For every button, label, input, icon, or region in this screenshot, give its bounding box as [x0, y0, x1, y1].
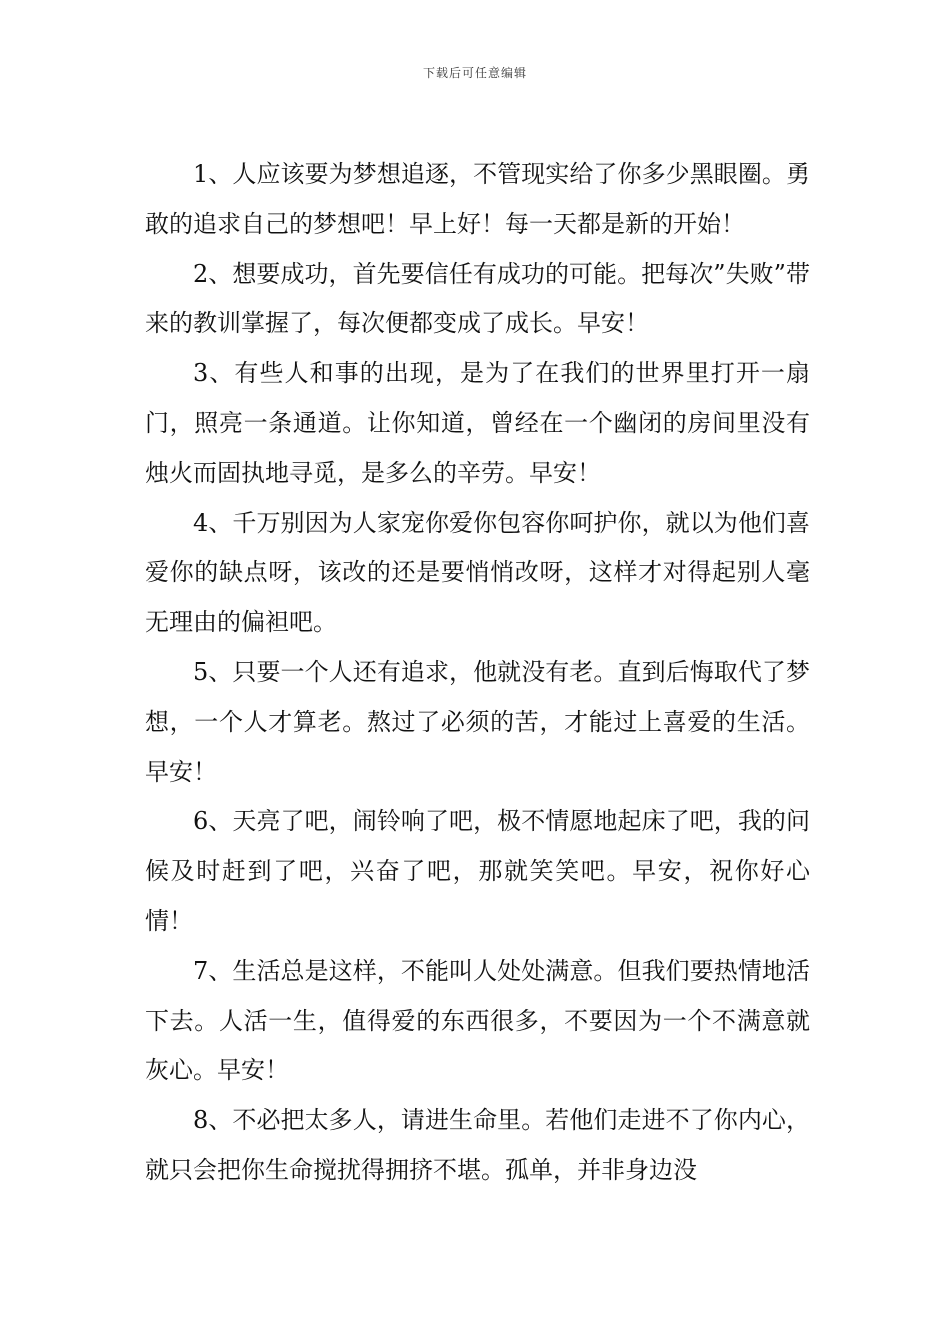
paragraph-3: 3、有些人和事的出现，是为了在我们的世界里打开一扇门，照亮一条通道。让你知道，曾经在一个幽闭的房间里没有烛火而固执地寻觅，是多么的辛劳。早安！: [145, 359, 810, 487]
paragraph-1: 1、人应该要为梦想追逐，不管现实给了你多少黑眼圈。勇敢的追求自己的梦想吧！早上好！每一天都是新的开始！: [145, 160, 810, 238]
document-body: [145, 150, 810, 1196]
paragraph-4: 4、千万别因为人家宠你爱你包容你呵护你，就以为他们喜爱你的缺点呀，该改的还是要悄悄改呀，这样才对得起别人毫无理由的偏袒吧。: [145, 508, 810, 637]
paragraph-8: 8、不必把太多人，请进生命里。若他们走进不了你内心，就只会把你生命搅扰得拥挤不堪。孤单，并非身边没: [145, 1106, 810, 1184]
paragraph-6: 6、天亮了吧，闹铃响了吧，极不情愿地起床了吧，我的问候及时赶到了吧，兴奋了吧，那就笑笑吧。早安，祝你好心情！: [145, 807, 810, 935]
paragraph-5: 5、只要一个人还有追求，他就没有老。直到后悔取代了梦想，一个人才算老。熬过了必须的苦，才能过上喜爱的生活。早安！: [145, 657, 810, 786]
paragraph-2: 2、想要成功，首先要信任有成功的可能。把每次”失败”带来的教训掌握了，每次便都变成了成长。早安！: [145, 259, 810, 338]
paragraph-7: 7、生活总是这样，不能叫人处处满意。但我们要热情地活下去。人活一生，值得爱的东西很多，不要因为一个不满意就灰心。早安！: [145, 956, 810, 1085]
page-header: 下载后可任意编辑: [422, 66, 527, 80]
